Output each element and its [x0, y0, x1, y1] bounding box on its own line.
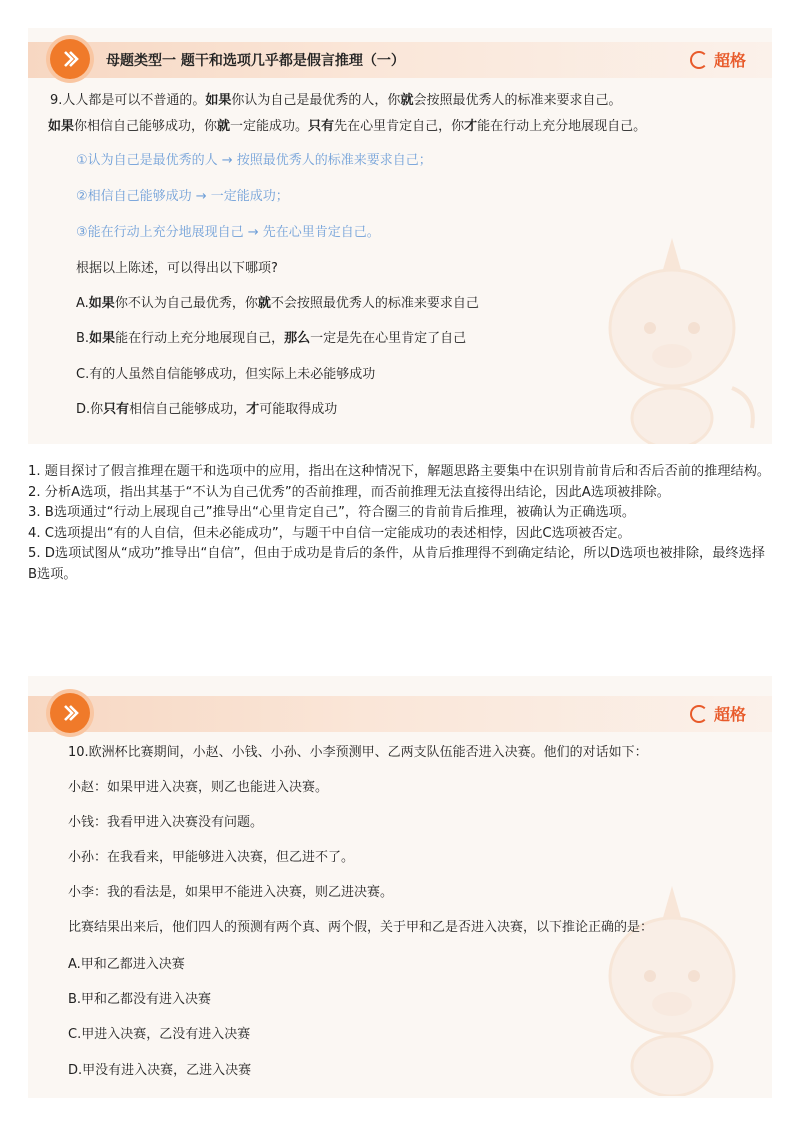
option-c: C.甲进入决赛，乙没有进入决赛 [68, 1027, 251, 1042]
option-a: A.甲和乙都进入决赛 [68, 957, 185, 972]
option-b: B.如果能在行动上充分地展现自己，那么一定是先在心里肯定了自己 [76, 331, 467, 346]
note-2: 2. 分析A选项，指出其基于“不认为自己优秀”的否前推理，而否前推理无法直接得出结论，因此A选项被排除。 [28, 484, 670, 500]
brand-icon [690, 705, 708, 723]
option-a: A.如果你不认为自己最优秀，你就不会按照最优秀人的标准来要求自己 [76, 296, 479, 311]
analysis-line-2: ②相信自己能够成功 → 一定能成功； [76, 189, 289, 204]
stem: 10.欧洲杯比赛期间，小赵、小钱、小孙、小李预测甲、乙两支队伍能否进入决赛。他们的对话如下： [68, 745, 648, 760]
statement-qian: 小钱：我看甲进入决赛没有问题。 [68, 815, 264, 830]
section-title: 母题类型一 题干和选项几乎都是假言推理（一） [106, 53, 405, 69]
unicorn-mascot-watermark [582, 228, 762, 444]
brand-icon [690, 51, 708, 69]
option-c: C.有的人虽然自信能够成功，但实际上未必能够成功 [76, 367, 376, 382]
statement-li: 小李：我的看法是，如果甲不能进入决赛，则乙进决赛。 [68, 885, 394, 900]
stem-line-1: 9.人人都是可以不普通的。如果你认为自己是最优秀的人，你就会按照最优秀人的标准来要求自己。 [50, 93, 622, 108]
option-d: D.你只有相信自己能够成功，才可能取得成功 [76, 402, 338, 417]
question-prompt: 根据以上陈述，可以得出以下哪项? [76, 261, 278, 276]
brand-logo: 超格 [690, 48, 746, 71]
section-header [28, 42, 772, 78]
analysis-line-1: ①认为自己是最优秀的人 → 按照最优秀人的标准来要求自己； [76, 153, 432, 168]
question-card-9 [28, 28, 772, 444]
note-3: 3. B选项通过“行动上展现自己”推导出“心里肯定自己”，符合圈三的肯前肯后推理，被确认为正确选项。 [28, 505, 636, 520]
stem-line-2: 如果你相信自己能够成功，你就一定能成功。只有先在心里肯定自己，你才能在行动上充分地展现自己。 [48, 119, 647, 134]
note-4: 4. C选项提出“有的人自信，但未必能成功”，与题干中自信一定能成功的表述相悖，因此C选项被否定。 [28, 525, 631, 541]
note-1: 1. 题目探讨了假言推理在题干和选项中的应用，指出在这种情况下，解题思路主要集中在识别肯前肯后和否后否前的推理结构。 [28, 464, 771, 479]
question-card-10 [28, 676, 772, 1098]
statement-sun: 小孙：在我看来，甲能够进入决赛，但乙进不了。 [68, 850, 355, 865]
option-d: D.甲没有进入决赛，乙进入决赛 [68, 1063, 252, 1078]
chevron-right-icon [50, 39, 90, 79]
option-b: B.甲和乙都没有进入决赛 [68, 992, 212, 1007]
section-header [28, 696, 772, 732]
analysis-line-3: ③能在行动上充分地展现自己 → 先在心里肯定自己。 [76, 225, 380, 240]
unicorn-mascot-watermark [582, 876, 762, 1096]
statement-zhao: 小赵：如果甲进入决赛，则乙也能进入决赛。 [68, 780, 329, 795]
brand-logo: 超格 [690, 702, 746, 725]
chevron-right-icon [50, 693, 90, 733]
note-5: 5. D选项试图从“成功”推导出“自信”，但由于成功是肯后的条件，从肯后推理得不到确定结论，所以D选项也被排除，最终选择B选项。 [28, 546, 765, 582]
explanation-notes [28, 462, 772, 585]
question-prompt: 比赛结果出来后，他们四人的预测有两个真、两个假，关于甲和乙是否进入决赛，以下推论正确的是： [68, 920, 654, 935]
